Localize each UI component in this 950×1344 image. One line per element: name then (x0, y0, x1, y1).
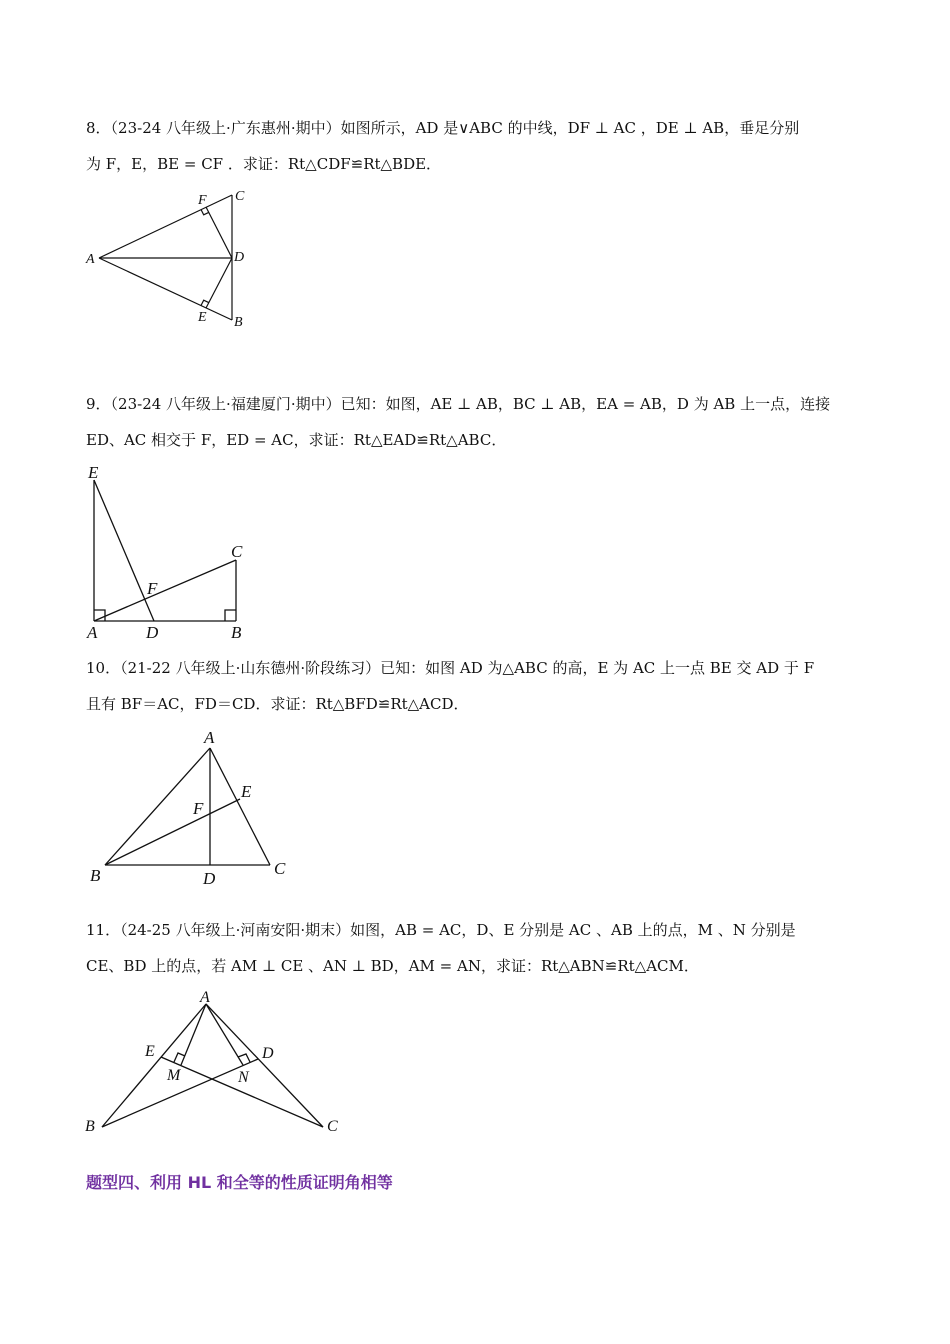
p10-label-C: C (274, 859, 286, 878)
p11-label-C: C (327, 1118, 338, 1135)
problem-8-line-1 (86, 118, 799, 138)
problem-8-number: 8． (86, 119, 111, 137)
problem-11-text-2: CE、BD 上的点，若 AM ⊥ CE 、AN ⊥ BD，AM = AN，求证：Rt△ABN≌Rt△ACM． (86, 957, 699, 975)
p9-label-F: F (147, 579, 158, 598)
p10-label-A: A (204, 728, 215, 747)
p11-label-E: E (145, 1043, 155, 1060)
p11-label-B: B (85, 1118, 95, 1135)
p8-label-B: B (234, 315, 243, 330)
problem-8-text-1: （23-24 八年级上·广东惠州·期中）如图所示，AD 是∨ABC 的中线，DF ⊥ AC ，DE ⊥ AB，垂足分别 (110, 119, 800, 137)
p8-label-A: A (86, 252, 95, 267)
problem-9-number: 9． (86, 395, 111, 413)
p10-label-F: F (193, 799, 204, 818)
problem-10-text-2: 且有 BF＝AC，FD＝CD．求证：Rt△BFD≌Rt△ACD． (86, 695, 469, 713)
problem-11-line-2 (86, 956, 699, 976)
section-heading: 题型四、利用 HL 和全等的性质证明角相等 (86, 1173, 393, 1192)
p8-label-D: D (234, 250, 245, 265)
problem-11-number: 11． (86, 921, 121, 939)
problem-10-line-2 (86, 694, 469, 714)
p10-label-E: E (241, 782, 252, 801)
p9-label-D: D (146, 623, 159, 642)
p11-label-A: A (200, 989, 210, 1006)
p11-label-N: N (238, 1069, 249, 1086)
p8-label-C: C (235, 189, 245, 204)
p10-label-B: B (90, 866, 101, 885)
problem-10-text-1: （21-22 八年级上·山东德州·阶段练习）已知：如图 AD 为△ABC 的高，E 为 AC 上一点 BE 交 AD 于 F (120, 659, 815, 677)
problem-11-line-1 (86, 920, 796, 940)
problem-10-figure (80, 724, 300, 894)
p8-label-E: E (198, 310, 207, 325)
problem-10-line-1 (86, 658, 814, 678)
problem-9-figure (80, 458, 270, 643)
p9-label-C: C (231, 542, 243, 561)
problem-9-line-1 (86, 394, 830, 414)
problem-11-figure (80, 984, 360, 1140)
problem-9-text-1: （23-24 八年级上·福建厦门·期中）已知：如图，AE ⊥ AB，BC ⊥ AB，EA = AB，D 为 AB 上一点，连接 (110, 395, 831, 413)
problem-11-text-1: （24-25 八年级上·河南安阳·期末）如图，AB = AC，D、E 分别是 AC 、AB 上的点，M 、N 分别是 (120, 921, 796, 939)
p10-label-D: D (203, 869, 216, 888)
p8-label-F: F (198, 193, 207, 208)
problem-8-text-2: 为 F，E，BE = CF ．求证：Rt△CDF≌Rt△BDE． (86, 155, 442, 173)
p9-label-B: B (231, 623, 242, 642)
p9-label-E: E (88, 463, 99, 482)
problem-8-figure (80, 186, 270, 336)
problem-9-line-2 (86, 430, 506, 450)
problem-9-text-2: ED、AC 相交于 F，ED = AC，求证：Rt△EAD≌Rt△ABC． (86, 431, 507, 449)
p11-label-D: D (262, 1045, 274, 1062)
p9-label-A: A (87, 623, 98, 642)
problem-10-number: 10． (86, 659, 121, 677)
problem-8-line-2 (86, 154, 441, 174)
p11-label-M: M (167, 1067, 181, 1084)
